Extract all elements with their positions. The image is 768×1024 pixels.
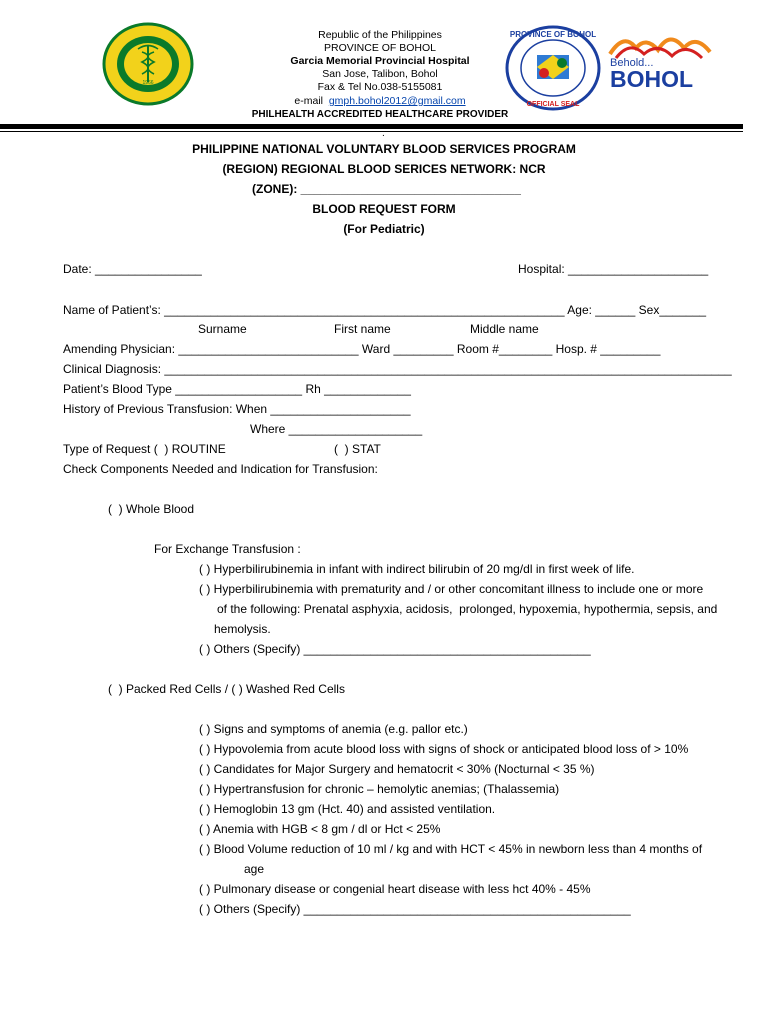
email-link[interactable]: gmph.bohol2012@gmail.com [328, 95, 466, 107]
diagnosis-field[interactable]: Clinical Diagnosis: _____________________________________________________________________________________ [63, 362, 732, 376]
packed-others[interactable]: ( ) Others (Specify) _________________________________________________ [199, 902, 631, 916]
components-instruction: Check Components Needed and Indication for Transfusion: [63, 462, 378, 476]
packed-item[interactable]: ( ) Candidates for Major Surgery and hematocrit < 30% (Nocturnal < 35 %) [199, 762, 595, 776]
packed-item[interactable]: ( ) Pulmonary disease or congenial heart disease with less hct 40% - 45% [199, 882, 591, 896]
header-republic: Republic of the Philippines [318, 29, 442, 41]
physician-field[interactable]: Amending Physician: ___________________________ Ward _________ Room #________ Hosp. # _________ [63, 342, 661, 356]
whole-blood-item-continued: hemolysis. [214, 622, 271, 636]
middlename-label: Middle name [470, 322, 539, 336]
hospital-seal-logo [102, 22, 194, 106]
zone-line: (ZONE): _________________________________ [252, 182, 521, 196]
svg-text:Behold...: Behold... [610, 57, 654, 69]
email-label: e-mail [294, 95, 323, 107]
svg-text:OFFICIAL SEAL: OFFICIAL SEAL [526, 101, 580, 108]
request-stat-option[interactable]: ( ) STAT [334, 442, 381, 456]
surname-label: Surname [198, 322, 247, 336]
behold-bohol-logo [606, 28, 714, 90]
blood-type-field[interactable]: Patient’s Blood Type ___________________ Rh _____________ [63, 382, 411, 396]
header-province: PROVINCE OF BOHOL [323, 42, 437, 54]
transfusion-where-field[interactable]: Where ____________________ [250, 422, 423, 436]
hospital-field[interactable]: Hospital: _____________________ [518, 262, 709, 276]
svg-text:BOHOL: BOHOL [610, 66, 694, 90]
header-divider-thin [0, 131, 743, 132]
date-field[interactable]: Date: ________________ [63, 262, 202, 276]
whole-blood-option[interactable]: ( ) Whole Blood [108, 502, 195, 516]
whole-blood-item[interactable]: ( ) Hyperbilirubinemia with prematurity and / or other concomitant illness to include one or more [199, 582, 704, 596]
program-title: PHILIPPINE NATIONAL VOLUNTARY BLOOD SERVICES PROGRAM [192, 142, 576, 156]
whole-blood-item-continued: of the following: Prenatal asphyxia, acidosis, prolonged, hypoxemia, hypothermia, sepsis, and [217, 602, 718, 616]
packed-item[interactable]: ( ) Signs and symptoms of anemia (e.g. pallor etc.) [199, 722, 468, 736]
packed-item[interactable]: ( ) Hypovolemia from acute blood loss with signs of shock or anticipated blood loss of > 10% [199, 742, 689, 756]
packed-item[interactable]: ( ) Anemia with HGB < 8 gm / dl or Hct < 25% [199, 822, 441, 836]
patient-name-field[interactable]: Name of Patient’s: ____________________________________________________________ Age: ______ Sex_______ [63, 303, 707, 317]
region-title: (REGION) REGIONAL BLOOD SERICES NETWORK: NCR [222, 162, 546, 176]
firstname-label: First name [334, 322, 391, 336]
packed-red-cells-option[interactable]: ( ) Packed Red Cells / ( ) Washed Red Cells [108, 682, 345, 696]
header-accreditation: PHILHEALTH ACCREDITED HEALTHCARE PROVIDER [251, 109, 509, 120]
packed-item[interactable]: ( ) Hypertransfusion for chronic – hemolytic anemias; (Thalassemia) [199, 782, 560, 796]
packed-item[interactable]: ( ) Blood Volume reduction of 10 ml / kg and with HCT < 45% in newborn less than 4 months of [199, 842, 703, 856]
header-phone: Fax & Tel No.038-5155081 [317, 81, 443, 93]
svg-text:1966: 1966 [142, 80, 154, 86]
header-hospital-name: Garcia Memorial Provincial Hospital [290, 55, 470, 67]
header-address: San Jose, Talibon, Bohol [322, 68, 438, 80]
packed-item[interactable]: ( ) Hemoglobin 13 gm (Hct. 40) and assisted ventilation. [199, 802, 496, 816]
whole-blood-item[interactable]: ( ) Hyperbilirubinemia in infant with indirect bilirubin of 20 mg/dl in first week of life. [199, 562, 635, 576]
transfusion-history-field[interactable]: History of Previous Transfusion: When _____________________ [63, 402, 411, 416]
exchange-transfusion-heading: For Exchange Transfusion : [154, 542, 301, 556]
whole-blood-others[interactable]: ( ) Others (Specify) ___________________________________________ [199, 642, 591, 656]
packed-item-continued: age [244, 862, 265, 876]
form-subtitle: (For Pediatric) [343, 222, 425, 236]
svg-text:PROVINCE OF BOHOL: PROVINCE OF BOHOL [509, 30, 597, 39]
header-divider-thick [0, 124, 743, 129]
header-email-line [230, 95, 530, 108]
form-title: BLOOD REQUEST FORM [312, 202, 456, 216]
request-routine-option[interactable]: Type of Request ( ) ROUTINE [63, 442, 226, 456]
header-dot: . [382, 128, 385, 139]
